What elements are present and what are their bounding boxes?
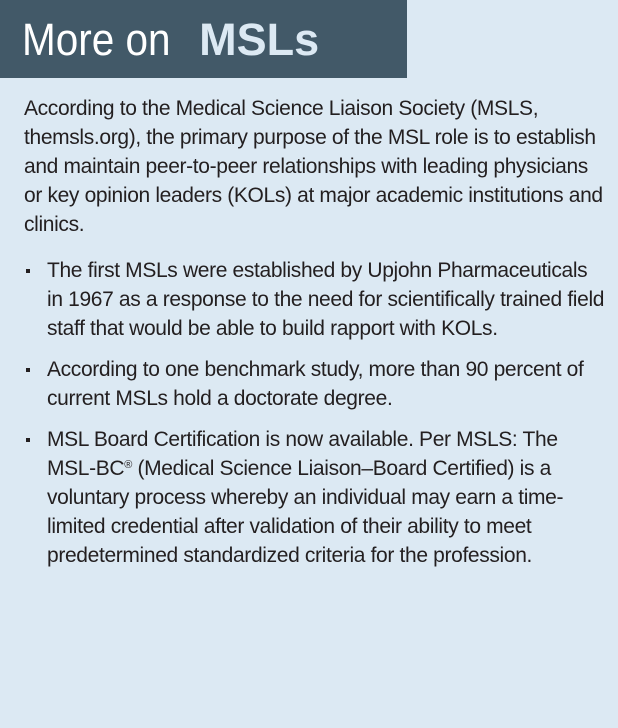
header-title-emphasis: MSLs — [199, 13, 320, 65]
bullet-marker-icon — [26, 438, 30, 442]
card-content — [24, 94, 608, 582]
bullet-text: According to one benchmark study, more than 90 percent of current MSLs hold a doctorate degree. — [47, 358, 584, 410]
card-header — [0, 0, 407, 78]
bullet-list — [24, 256, 608, 570]
bullet-text: The first MSLs were established by Upjohn Pharmaceuticals in 1967 as a response to the need for scientifically trained field staff that would be able to build rapport with KOLs. — [47, 259, 605, 340]
intro-paragraph: According to the Medical Science Liaison Society (MSLS, themsls.org), the primary purpose of the MSL role is to establish and maintain peer-to-peer relationships with leading physicians or key opinion leaders (KOLs) at major academic institutions and clinics. — [24, 97, 603, 236]
bullet-text-before: MSL Board Certification is now available. Per MSLS: The MSL-BC — [47, 428, 558, 480]
bullet-item — [24, 256, 608, 343]
bullet-item — [24, 425, 608, 570]
bullet-marker-icon — [26, 269, 30, 273]
registered-mark: ® — [124, 459, 133, 471]
bullet-item — [24, 355, 608, 413]
header-title-prefix: More on — [22, 13, 171, 65]
bullet-text-after: (Medical Science Liaison–Board Certified) is a voluntary process whereby an individual may earn a time-limited credential after validation of their ability to meet predetermined standardized criteria for the profession. — [47, 457, 564, 567]
bullet-marker-icon — [26, 368, 30, 372]
